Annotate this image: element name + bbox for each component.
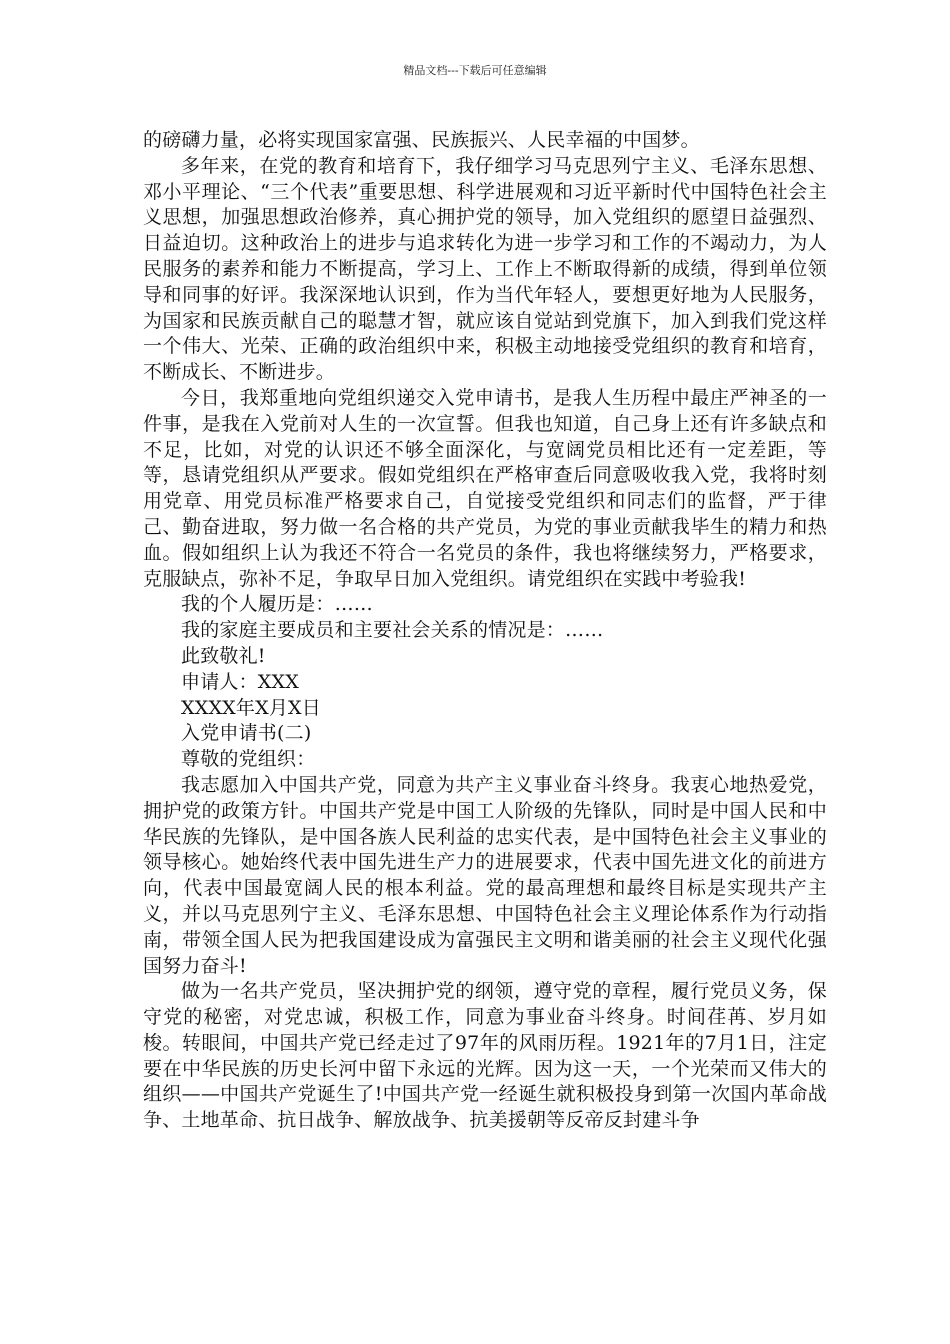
- family-line: 我的家庭主要成员和主要社会关系的情况是：……: [181, 619, 604, 642]
- date-line: XXXX年X月X日: [181, 696, 321, 719]
- greeting-line: 尊敬的党组织：: [181, 748, 316, 771]
- salute-line: 此致敬礼!: [181, 644, 266, 667]
- paragraph-3: 今日，我郑重地向党组织递交入党申请书，是我人生历程中最庄严神圣的一件事，是我在入党前对人生的一次宣誓。但我也知道，自己身上还有许多缺点和不足，比如，对党的认识还不够全面深化，与宽阔党员相比还有一定差距，等等，恳请党组织从严要求。假如党组织在严格审查后同意吸收我入党，我将时刻用党章、用党员标准严格要求自己，自觉接受党组织和同志们的监督，严于律己、勤奋进取，努力做一名合格的共产党员，为党的事业贡献我毕生的精力和热血。假如组织上认为我还不符合一名党员的条件，我也将继续努力，严格要求，克服缺点，弥补不足，争取早日加入党组织。请党组织在实践中考验我!: [143, 386, 827, 590]
- paragraph-4: 我志愿加入中国共产党，同意为共产主义事业奋斗终身。我衷心地热爱党，拥护党的政策方针。中国共产党是中国工人阶级的先锋队，同时是中国人民和中华民族的先锋队，是中国各族人民利益的忠实代表，是中国特色社会主义事业的领导核心。她始终代表中国先进生产力的进展要求，代表中国先进文化的前进方向，代表中国最宽阔人民的根本利益。党的最高理想和最终目标是实现共产主义，并以马克思列宁主义、毛泽东思想、中国特色社会主义理论体系作为行动指南，带领全国人民为把我国建设成为富强民主文明和谐美丽的社会主义现代化强国努力奋斗!: [143, 773, 827, 977]
- paragraph-1: 的磅礴力量，必将实现国家富强、民族振兴、人民幸福的中国梦。: [143, 129, 700, 151]
- resume-line: 我的个人履历是：……: [181, 593, 374, 616]
- page-header: 精品文档---下载后可任意编辑: [403, 64, 547, 77]
- section-title: 入党申请书(二): [181, 722, 312, 745]
- applicant-line: 申请人：XXX: [181, 670, 299, 693]
- document-body: [143, 128, 827, 1134]
- paragraph-2: 多年来，在党的教育和培育下，我仔细学习马克思列宁主义、毛泽东思想、邓小平理论、“三个代表”重要思想、科学进展观和习近平新时代中国特色社会主义思想，加强思想政治修养，真心拥护党的领导，加入党组织的愿望日益强烈、日益迫切。这种政治上的进步与追求转化为进一步学习和工作的不竭动力，为人民服务的素养和能力不断提高，学习上、工作上不断取得新的成绩，得到单位领导和同事的好评。我深深地认识到，作为当代年轻人，要想更好地为人民服务，为国家和民族贡献自己的聪慧才智，就应该自觉站到党旗下，加入到我们党这样一个伟大、光荣、正确的政治组织中来，积极主动地接受党组织的教育和培育，不断成长、不断进步。: [143, 154, 827, 384]
- paragraph-5: 做为一名共产党员，坚决拥护党的纲领，遵守党的章程，履行党员义务，保守党的秘密，对党忠诚，积极工作，同意为事业奋斗终身。时间荏苒、岁月如梭。转眼间，中国共产党已经走过了97年的风雨历程。1921年的7月1日，注定要在中华民族的历史长河中留下永远的光辉。因为这一天，一个光荣而又伟大的组织——中国共产党诞生了!中国共产党一经诞生就积极投身到第一次国内革命战争、土地革命、抗日战争、解放战争、抗美援朝等反帝反封建斗争: [143, 980, 827, 1132]
